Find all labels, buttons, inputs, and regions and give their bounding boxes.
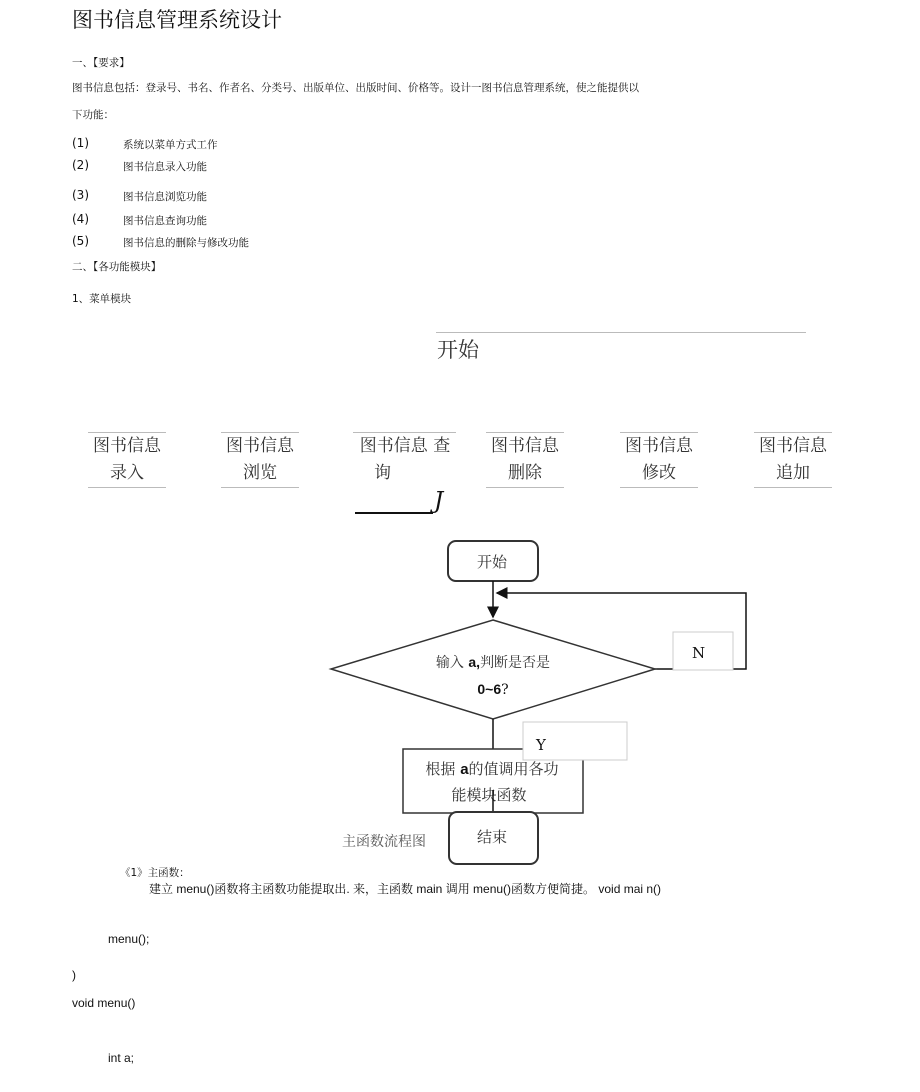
list-item-number: (2) xyxy=(72,158,89,172)
module-box-line1: 图书信息 xyxy=(93,436,161,456)
flow-decision-text-c: 判断是否是 xyxy=(480,655,551,671)
module-box-line2: 询 xyxy=(374,463,391,483)
flow-decision-range: 0~6 xyxy=(477,681,502,697)
flow-process-line2: 能模块函数 xyxy=(451,786,527,804)
flow-process-text-a: 根据 xyxy=(425,760,461,778)
list-item-text: 图书信息录入功能 xyxy=(123,161,207,173)
stray-mark: J xyxy=(434,488,444,514)
code-heading: 《1》主函数： xyxy=(120,867,190,879)
module-box-line1: 图书信息 xyxy=(625,436,693,456)
code-description: 建立 menu()函数将主函数功能提取出. 来，主函数 main 调用 menu()函数方便简捷。 void mai n() xyxy=(149,882,662,896)
flow-start-text: 开始 xyxy=(476,553,508,571)
subsection-menu-module: 1、菜单模块 xyxy=(72,293,132,305)
list-item-text: 图书信息查询功能 xyxy=(123,215,207,227)
flow-process-text-b: a xyxy=(460,761,469,778)
page-title: 图书信息管理系统设计 xyxy=(72,8,282,32)
intro-line-2: 下功能： xyxy=(72,109,114,121)
list-item-number: (4) xyxy=(72,212,89,226)
intro-line-1: 图书信息包括：登录号、书名、作者名、分类号、出版单位、出版时间、价格等。设计一图书信息管理系统，使之能提供以 xyxy=(72,82,639,94)
module-box-line2: 追加 xyxy=(776,463,810,483)
module-box-line1: 图书信息 xyxy=(226,436,294,456)
list-item-text: 图书信息的删除与修改功能 xyxy=(123,237,249,249)
list-item-text: 系统以菜单方式工作 xyxy=(123,139,218,151)
flow-process-line1 xyxy=(425,760,558,778)
module-box-line2: 删除 xyxy=(508,463,542,483)
flow-decision-line1 xyxy=(436,654,550,671)
module-start-label: 开始 xyxy=(437,338,479,362)
list-item-number: (3) xyxy=(72,188,89,202)
section-heading-requirements: 一、【要求】 xyxy=(72,57,130,69)
module-box-line2: 修改 xyxy=(642,463,676,483)
code-line: int a; xyxy=(108,1051,135,1065)
flow-decision-line2 xyxy=(477,681,508,698)
flow-decision-text-a: 输入 xyxy=(435,655,469,671)
flow-decision-text-b: a, xyxy=(468,654,481,670)
list-item-number: (5) xyxy=(72,234,89,248)
code-line: menu(); xyxy=(108,932,150,946)
module-box-line1: 图书信息 xyxy=(491,436,559,456)
module-box-line2: 浏览 xyxy=(243,463,277,483)
module-box-line1: 图书信息 查 xyxy=(359,436,451,456)
list-item-text: 图书信息浏览功能 xyxy=(123,191,207,203)
flow-no-label: N xyxy=(692,644,706,662)
flow-end-text: 结束 xyxy=(476,828,508,846)
flow-decision-question: ? xyxy=(501,682,509,698)
section-heading-modules: 二、【各功能模块】 xyxy=(72,261,162,273)
code-line: void menu() xyxy=(72,996,136,1010)
flow-yes-label: Y xyxy=(536,736,546,754)
list-item-number: (1) xyxy=(72,136,89,150)
module-box-line2: 录入 xyxy=(110,463,144,483)
flow-process-text-c: 的值调用各功 xyxy=(468,760,559,778)
code-line: ) xyxy=(72,968,76,982)
flow-caption: 主函数流程图 xyxy=(342,834,426,850)
module-box-line1: 图书信息 xyxy=(759,436,827,456)
